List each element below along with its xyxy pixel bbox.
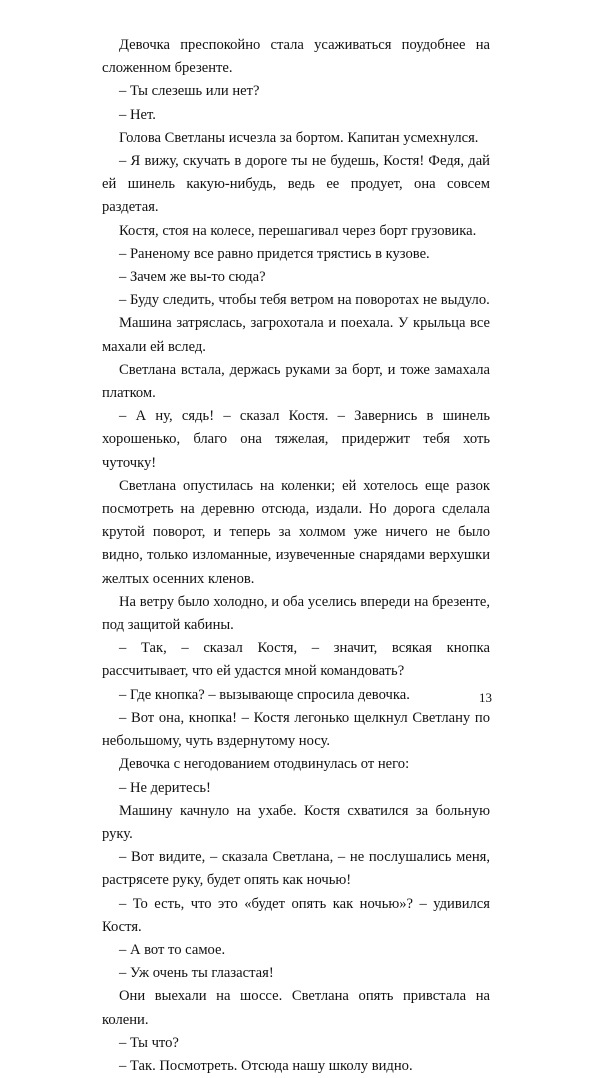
paragraph: – Вот видите, – сказала Светлана, – не послушались меня, растрясете руку, будет опять как ночью! — [102, 849, 490, 889]
paragraph: На ветру было холодно, и оба уселись впереди на брезенте, под защитой кабины. — [102, 593, 490, 634]
paragraph: – Зачем же вы-то сюда? — [119, 269, 266, 286]
paragraph: – Раненому все равно придется трястись в кузове. — [119, 245, 430, 262]
paragraph: – Я вижу, скучать в дороге ты не будешь, Костя! Федя, дай ей шинель какую-нибудь, ведь ее продует, она совсем раздетая. — [102, 153, 490, 216]
paragraph: – Ты что? — [119, 1034, 179, 1051]
paragraph: – Не деритесь! — [119, 779, 211, 796]
paragraph: Голова Светланы исчезла за бортом. Капитан усмехнулся. — [119, 129, 479, 146]
paragraph: – То есть, что это «будет опять как ночью»? – удивился Костя. — [102, 895, 490, 935]
paragraph: – Где кнопка? – вызывающе спросила девочка. — [119, 686, 410, 703]
paragraph: – Нет. — [119, 106, 156, 123]
paragraph: – А вот то самое. — [119, 941, 226, 958]
body-text — [102, 34, 490, 1078]
paragraph: Девочка с негодованием отодвинулась от него: — [119, 756, 410, 773]
paragraph: – А ну, сядь! – сказал Костя. – Завернись в шинель хорошенько, благо она тяжелая, придержит тебя хоть чуточку! — [102, 408, 490, 471]
paragraph: – Так. Посмотреть. Отсюда нашу школу видно. — [119, 1057, 413, 1074]
paragraph: Светлана встала, держась руками за борт, и тоже замахала платком. — [102, 361, 490, 402]
paragraph: – Уж очень ты глазастая! — [119, 965, 274, 982]
paragraph: – Буду следить, чтобы тебя ветром на поворотах не выдуло. — [119, 292, 490, 309]
paragraph: Они выехали на шоссе. Светлана опять привстала на колени. — [102, 988, 490, 1028]
paragraph: Девочка преспокойно стала усаживаться поудобнее на сложенном брезенте. — [102, 37, 490, 77]
paragraph: Машину качнуло на ухабе. Костя схватился за больную руку. — [102, 802, 490, 842]
paragraph: – Так, – сказал Костя, – значит, всякая кнопка рассчитывает, что ей удастся мной командовать? — [102, 640, 490, 680]
paragraph: Костя, стоя на колесе, перешагивал через борт грузовика. — [119, 222, 477, 239]
paragraph: – Вот она, кнопка! – Костя легонько щелкнул Светлану по небольшому, чуть вздернутому носу. — [102, 709, 490, 750]
paragraph: – Ты слезешь или нет? — [119, 83, 260, 100]
page-number: 13 — [479, 690, 492, 705]
paragraph: Машина затряслась, загрохотала и поехала. У крыльца все махали ей вслед. — [102, 315, 490, 355]
paragraph: Светлана опустилась на коленки; ей хотелось еще разок посмотреть на деревню отсюда, издали. Но дорога сделала крутой поворот, и теперь за холмом уже ничего не было видно, только изломанные, изувеченные снарядами верхушки желтых осенних кленов. — [102, 477, 490, 587]
